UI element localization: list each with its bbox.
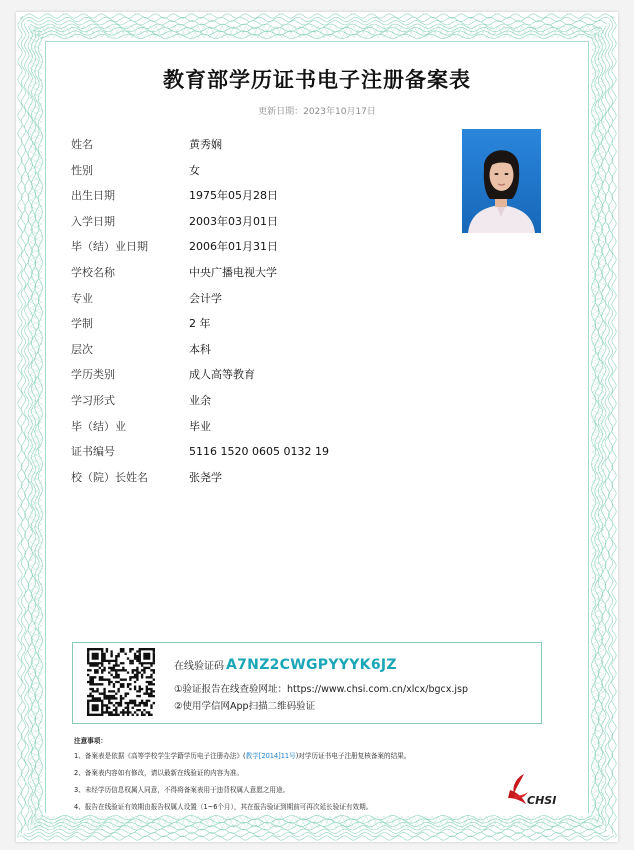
field-value: 2006年01月31日 — [189, 240, 278, 254]
field-label: 毕（结）业 — [71, 419, 126, 433]
field-value: 1975年05月28日 — [189, 189, 278, 203]
id-photo — [462, 129, 541, 233]
field-label: 出生日期 — [71, 189, 115, 203]
note-text: 1、备案表是依据《高等学校学生学籍学历电子注册办法》( — [74, 752, 246, 760]
field-row — [71, 337, 471, 363]
info-fields — [71, 132, 471, 490]
field-row — [71, 132, 471, 158]
chsi-logo-text: CHSI — [527, 794, 557, 807]
verify-url-line: ①验证报告在线查验网址：https://www.chsi.com.cn/xlcx/bgcx.jsp — [174, 684, 468, 695]
field-value: 成人高等教育 — [189, 368, 255, 382]
field-label: 学历类别 — [71, 368, 115, 382]
field-row — [71, 388, 471, 414]
field-label: 层次 — [71, 342, 93, 356]
field-label: 学制 — [71, 317, 93, 331]
field-label: 性别 — [71, 163, 93, 177]
qr-modules — [87, 648, 155, 716]
field-value: 2003年03月01日 — [189, 214, 278, 228]
field-row — [71, 414, 471, 440]
field-value: 张尧学 — [189, 470, 222, 484]
field-value: 中央广播电视大学 — [189, 265, 277, 279]
document-title: 教育部学历证书电子注册备案表 — [163, 68, 471, 92]
document-sheet — [16, 12, 618, 842]
field-value: 本科 — [189, 342, 211, 356]
field-label: 学习形式 — [71, 393, 115, 407]
field-label: 学校名称 — [71, 265, 115, 279]
notes-section — [74, 735, 557, 818]
field-label: 姓名 — [71, 138, 93, 151]
field-row — [71, 362, 471, 388]
note-line: 2、备案表内容如有修改，请以最新在线验证的内容为准。 — [74, 769, 244, 777]
qr-code[interactable] — [87, 648, 155, 716]
verification-code: A7NZ2CWGPYYYK6JZ — [226, 657, 397, 673]
verify-app-line: ②使用学信网App扫描二维码验证 — [174, 701, 316, 712]
field-row — [71, 209, 471, 235]
note-line — [74, 750, 554, 760]
verification-code-label: 在线验证码 — [174, 661, 224, 672]
field-row — [71, 158, 471, 184]
field-row — [71, 311, 471, 337]
update-date: 更新日期：2023年10月17日 — [258, 107, 376, 117]
verification-box — [72, 642, 542, 724]
field-label: 校（院）长姓名 — [71, 470, 148, 484]
regulation-link[interactable]: 教学[2014]11号 — [245, 752, 296, 760]
field-label: 毕（结）业日期 — [71, 240, 148, 254]
field-value: 业余 — [189, 393, 211, 407]
field-row — [71, 465, 471, 491]
field-value: 5116 1520 0605 0132 19 — [189, 445, 329, 459]
verification-code-row — [174, 657, 397, 673]
field-value: 会计学 — [189, 291, 222, 305]
field-value: 黄秀娴 — [189, 138, 222, 151]
field-row — [71, 234, 471, 260]
field-value: 女 — [189, 163, 200, 177]
field-value: 2 年 — [189, 317, 211, 331]
field-label: 证书编号 — [71, 445, 115, 459]
field-value: 毕业 — [189, 419, 211, 433]
note-text: )对学历证书电子注册复核备案的结果。 — [295, 752, 411, 760]
field-label: 入学日期 — [71, 214, 115, 228]
note-line: 3、未经学历信息权属人同意，不得将备案表用于违背权属人意愿之用途。 — [74, 786, 290, 794]
field-row — [71, 286, 471, 312]
field-row — [71, 183, 471, 209]
notes-title: 注意事项： — [74, 737, 107, 745]
document-content — [46, 42, 588, 814]
note-line: 4、报告在线验证有效期由报告权属人设置（1~6个月），其在报告验证到期前可再次延长验证有效期。 — [74, 803, 373, 811]
field-row — [71, 260, 471, 286]
field-label: 专业 — [71, 291, 93, 305]
field-row — [71, 439, 471, 465]
